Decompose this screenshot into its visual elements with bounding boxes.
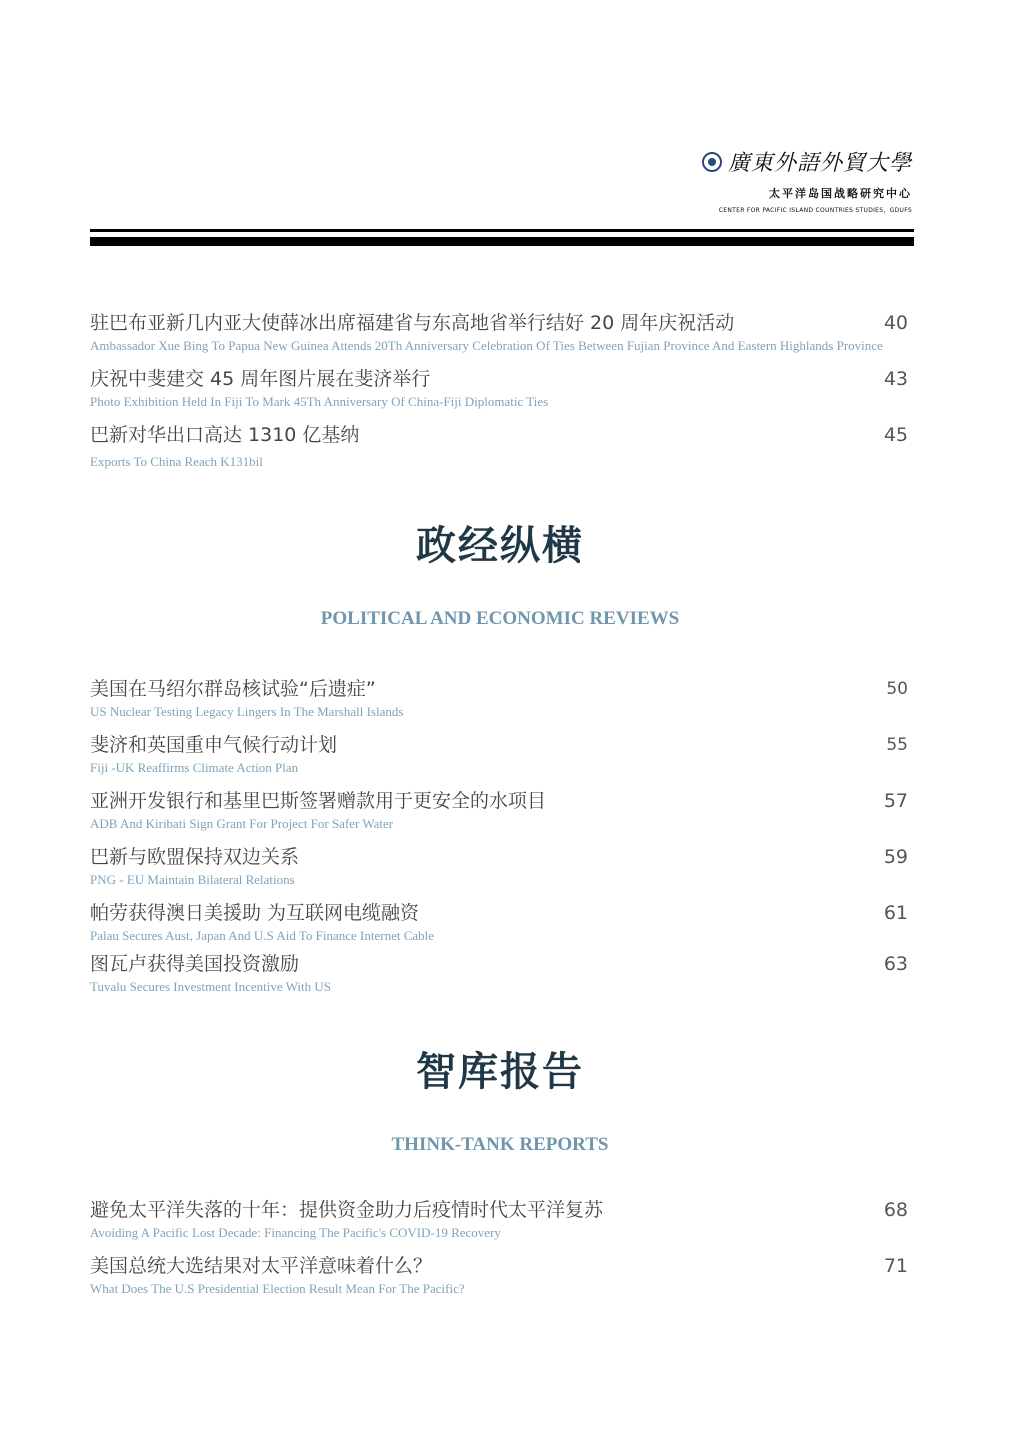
toc-entry-title-en: PNG - EU Maintain Bilateral Relations <box>90 872 295 887</box>
toc-entry-title-cn: 庆祝中斐建交 45 周年图片展在斐济举行 <box>90 368 431 390</box>
toc-entry[interactable] <box>90 901 912 944</box>
toc-entry-title-cn: 驻巴布亚新几内亚大使薛冰出席福建省与东高地省举行结好 20 周年庆祝活动 <box>90 312 735 334</box>
toc-entry-title-en: Exports To China Reach K131bil <box>90 454 263 469</box>
toc-entry-page: 57 <box>883 790 908 812</box>
toc-entry[interactable] <box>90 1198 912 1241</box>
header-logo <box>702 146 912 214</box>
toc-entry[interactable] <box>90 367 912 410</box>
toc-entry[interactable] <box>90 845 912 888</box>
toc-entry-title-en: Tuvalu Secures Investment Incentive With US <box>90 979 332 994</box>
toc-entry-page: 40 <box>883 312 908 334</box>
section-title-political-cn: 政经纵横 <box>416 522 584 569</box>
toc-entry-title-cn: 帕劳获得澳日美援助 为互联网电缆融资 <box>90 902 420 924</box>
toc-entry-title-en: Ambassador Xue Bing To Papua New Guinea Attends 20Th Anniversary Celebration Of Ties Between Fujian Province And Eastern Highlands Province <box>90 338 883 353</box>
toc-entry-title-en: Photo Exhibition Held In Fiji To Mark 45Th Anniversary Of China-Fiji Diplomatic Ties <box>90 394 549 409</box>
toc-entry[interactable] <box>90 733 912 776</box>
toc-entry-title-cn: 亚洲开发银行和基里巴斯签署赠款用于更安全的水项目 <box>90 790 547 812</box>
section-title-thinktank-en: THINK-TANK REPORTS <box>391 1134 609 1155</box>
toc-entry-page: 71 <box>883 1255 908 1277</box>
toc-entry-page: 50 <box>886 679 908 699</box>
section-title-political-en: POLITICAL AND ECONOMIC REVIEWS <box>320 608 680 629</box>
header-rule-thin <box>90 229 914 232</box>
university-seal-icon <box>702 152 722 172</box>
toc-entry-title-en: Fiji -UK Reaffirms Climate Action Plan <box>90 760 299 775</box>
toc-entry-title-en: ADB And Kiribati Sign Grant For Project For Safer Water <box>90 816 394 831</box>
toc-entry[interactable] <box>90 311 912 354</box>
toc-entry-title-en: What Does The U.S Presidential Election Result Mean For The Pacific? <box>90 1281 465 1296</box>
toc-entry-title-en: Avoiding A Pacific Lost Decade: Financing The Pacific's COVID-19 Recovery <box>90 1225 501 1240</box>
center-name-cn: 太平洋岛国战略研究中心 <box>769 187 912 200</box>
center-name-en: CENTER FOR PACIFIC ISLAND COUNTRIES STUDIES，GDUFS <box>718 207 912 214</box>
toc-entry[interactable] <box>90 789 912 832</box>
toc-entry-page: 61 <box>883 902 908 924</box>
toc-entry[interactable] <box>90 677 912 720</box>
toc-entry-title-cn: 巴新对华出口高达 1310 亿基纳 <box>90 424 360 446</box>
university-name: 廣東外語外貿大學 <box>727 151 912 176</box>
toc-entry[interactable] <box>90 952 912 995</box>
toc-entry[interactable] <box>90 1254 912 1297</box>
toc-entry-title-cn: 避免太平洋失落的十年：提供资金助力后疫情时代太平洋复苏 <box>90 1199 604 1221</box>
toc-entry-title-en: US Nuclear Testing Legacy Lingers In The Marshall Islands <box>90 704 404 719</box>
section-title-thinktank-cn: 智库报告 <box>416 1048 584 1095</box>
toc-entry-page: 59 <box>883 846 908 868</box>
toc-entry-title-cn: 美国在马绍尔群岛核试验“后遗症” <box>90 678 376 700</box>
toc-entry-page: 68 <box>883 1199 908 1221</box>
toc-entry-page: 43 <box>883 368 908 390</box>
toc-entry-title-cn: 美国总统大选结果对太平洋意味着什么？ <box>90 1255 433 1277</box>
toc-entry-title-cn: 斐济和英国重申气候行动计划 <box>90 734 338 756</box>
toc-entry-title-en: Palau Secures Aust, Japan And U.S Aid To Finance Internet Cable <box>90 928 435 943</box>
toc-entry-page: 63 <box>883 953 908 975</box>
toc-entry-title-cn: 巴新与欧盟保持双边关系 <box>90 846 300 868</box>
toc-entry-page: 45 <box>883 424 908 446</box>
header-rule-thick <box>90 237 914 246</box>
toc-entry-page: 55 <box>886 735 908 755</box>
toc-entry-title-cn: 图瓦卢获得美国投资激励 <box>90 953 300 975</box>
toc-entry[interactable] <box>90 423 912 470</box>
